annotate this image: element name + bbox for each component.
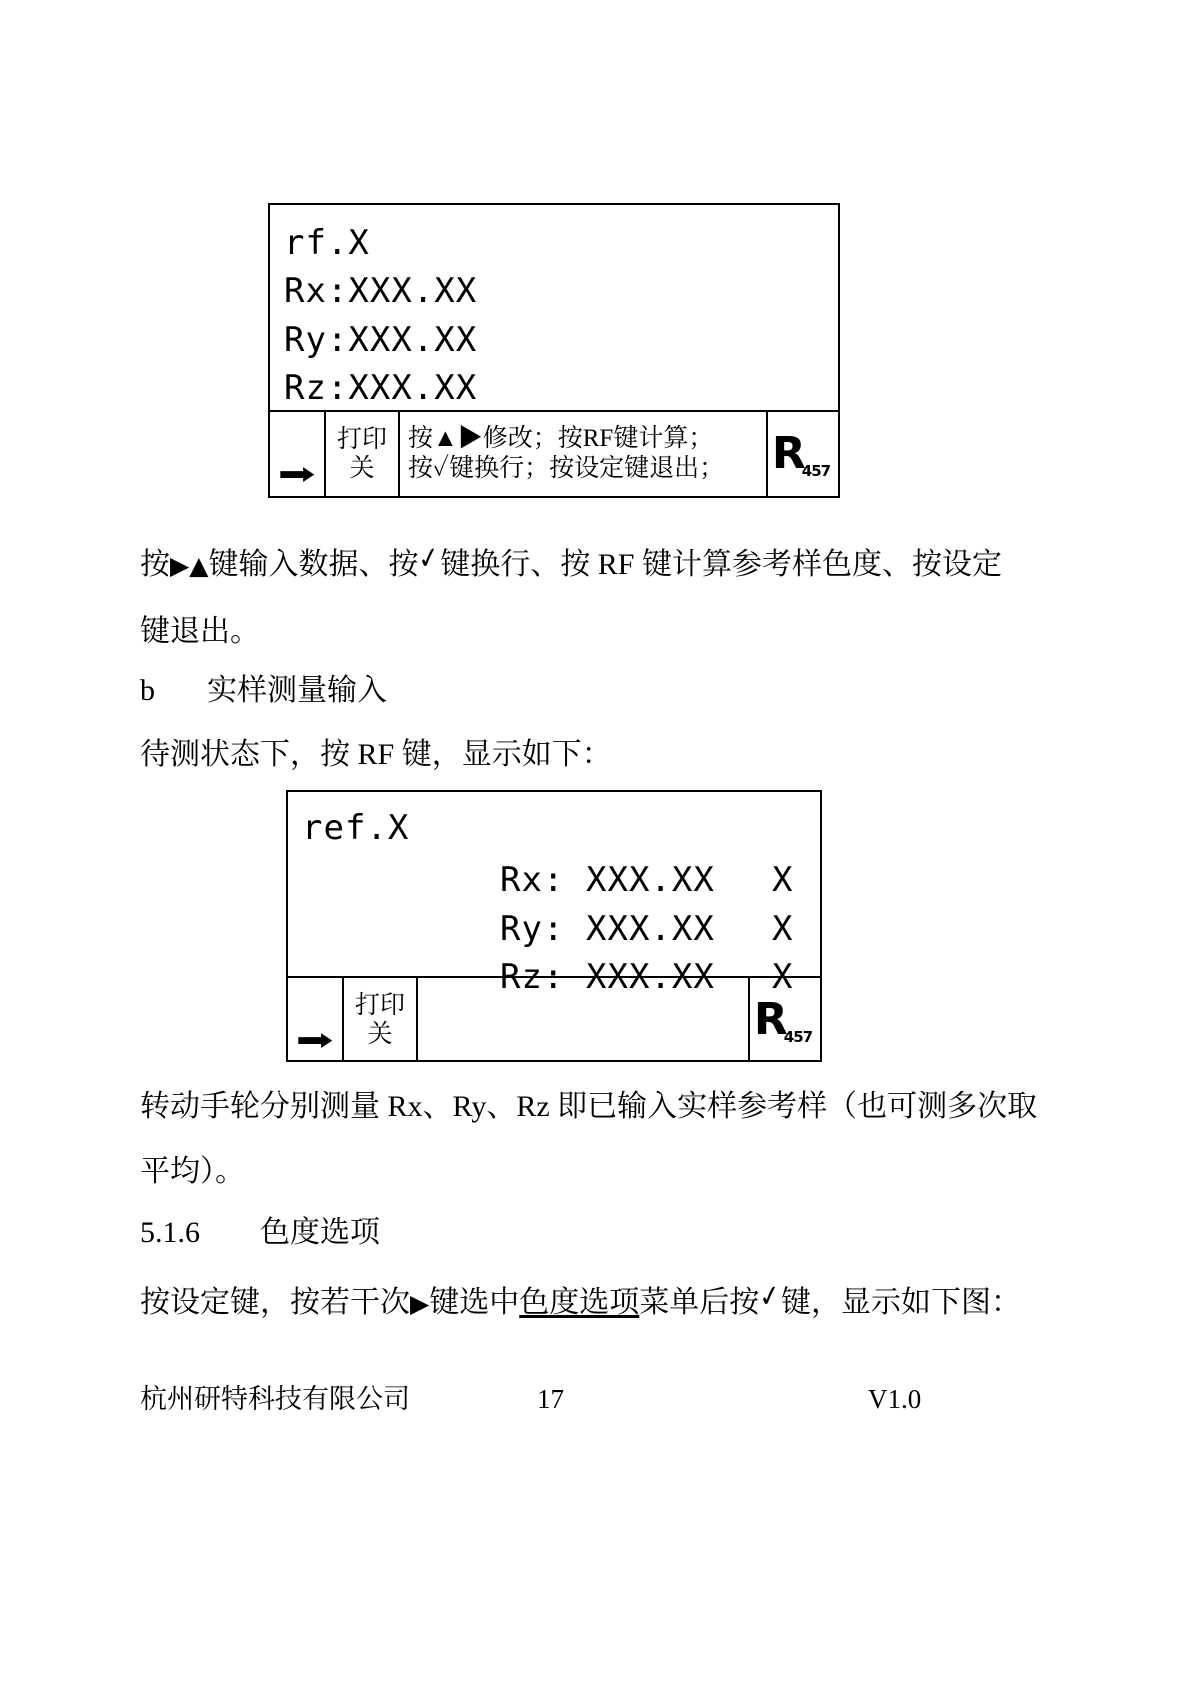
p4-text-a: 按设定键，按若干次 <box>140 1286 410 1319</box>
section-516-heading <box>140 1218 380 1248</box>
print-status-cell[interactable] <box>326 412 400 496</box>
footer-page-number: 17 <box>537 1384 564 1414</box>
print-state: 关 <box>367 1021 393 1048</box>
lcd-measure-row <box>302 953 820 1001</box>
right-arrow-icon: ➡ <box>296 1023 334 1058</box>
p4-text-c: 菜单后按 <box>639 1286 760 1319</box>
r-mode-cell <box>768 412 838 496</box>
lcd-line-rz: Rz:XXX.XX <box>284 367 478 408</box>
section-b-marker: b <box>140 674 155 707</box>
r-subscript: 457 <box>783 1028 813 1046</box>
lcd-line-ry: Ry:XXX.XX <box>284 319 478 360</box>
lcd-line-title: rf.X <box>284 223 370 263</box>
r-indicator-icon <box>771 428 834 480</box>
lcd-screen-area-2 <box>288 792 820 997</box>
status-arrow-cell[interactable] <box>270 412 326 496</box>
measure-flag-rz: X <box>772 956 794 997</box>
r-letter: R <box>771 428 806 479</box>
p1-text-b: 键输入数据、按 <box>208 548 419 581</box>
right-arrow-icon: ➡ <box>278 457 316 492</box>
measure-flag-ry: X <box>772 908 794 949</box>
section-b-title: 实样测量输入 <box>207 674 387 707</box>
lcd-display-ref-x <box>286 790 822 1062</box>
print-label: 打印 <box>354 991 405 1019</box>
triangle-right-icon: ▶ <box>410 1289 430 1318</box>
lcd-status-bar <box>270 410 838 496</box>
measure-value-ry: XXX.XX <box>586 908 715 949</box>
enter-tick-icon: ✓ <box>416 540 443 578</box>
p1-text-c: 键换行、按 RF 键计算参考样色度、按设定 <box>440 548 1002 581</box>
lcd-line-rx: Rx:XXX.XX <box>284 271 478 312</box>
lcd-display-rf-x <box>268 203 840 498</box>
lcd-measure-row <box>302 856 820 904</box>
section-516-number: 5.1.6 <box>140 1216 200 1249</box>
footer-version: V1.0 <box>868 1384 922 1414</box>
p2-text: 待测状态下，按 RF 键，显示如下： <box>140 738 612 771</box>
measure-label-rx: Rx: <box>500 860 565 901</box>
paragraph-1-line-2 <box>140 617 260 647</box>
p3-line1-text: 转动手轮分别测量 Rx、Ry、Rz 即已输入实样参考样（也可测多次取 <box>140 1090 1038 1123</box>
measure-label-ry: Ry: <box>500 908 565 949</box>
measure-flag-rx: X <box>772 860 794 901</box>
paragraph-1-line-1 <box>140 540 1002 581</box>
paragraph-3-line-1 <box>140 1092 1037 1122</box>
status-message-line1: 按▲▶修改；按RF键计算； <box>408 425 714 452</box>
triangle-up-icon: ▲ <box>189 551 209 580</box>
paragraph-2 <box>140 740 612 770</box>
footer-company: 杭州研特科技有限公司 <box>140 1384 410 1414</box>
menu-name-underlined: 色度选项 <box>519 1286 640 1319</box>
status-message-cell <box>400 412 768 496</box>
r-subscript: 457 <box>801 462 831 480</box>
measure-value-rz: XXX.XX <box>586 956 715 997</box>
section-516-title: 色度选项 <box>260 1216 380 1249</box>
p3-line2-text: 平均）。 <box>140 1155 245 1188</box>
section-b-heading <box>140 676 387 706</box>
print-label: 打印 <box>336 425 387 453</box>
lcd-line-title-2: ref.X <box>302 808 410 848</box>
triangle-right-icon: ▶ <box>170 551 190 580</box>
paragraph-3-line-2 <box>140 1157 245 1187</box>
lcd-measure-row <box>302 905 820 953</box>
lcd-screen-area <box>270 205 838 410</box>
p1-text-a: 按 <box>140 548 170 581</box>
r-indicator-icon <box>753 994 816 1046</box>
p4-text-d: 键，显示如下图： <box>781 1286 1022 1319</box>
page-footer <box>0 1386 1200 1426</box>
enter-tick-icon: ✓ <box>756 1278 784 1316</box>
measure-value-rx: XXX.XX <box>586 860 715 901</box>
print-state: 关 <box>349 455 375 482</box>
r-letter: R <box>753 994 788 1045</box>
measure-label-rz: Rz: <box>500 956 565 997</box>
p4-text-b: 键选中 <box>429 1286 520 1319</box>
p1-line2-text: 键退出。 <box>140 615 260 648</box>
paragraph-4 <box>140 1278 1022 1319</box>
status-message-line2: 按✓键换行；按设定键退出； <box>408 455 725 482</box>
